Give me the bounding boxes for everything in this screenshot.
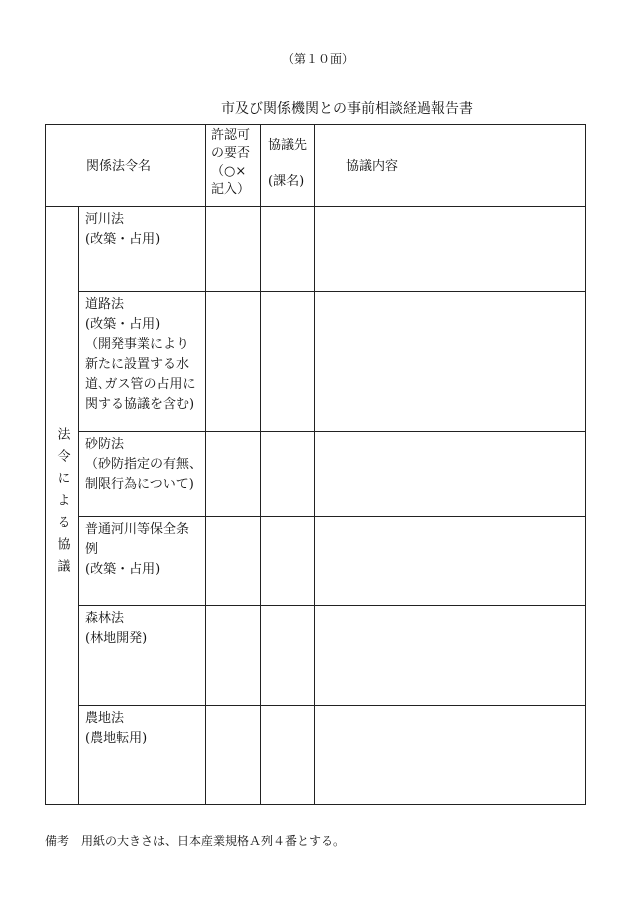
side-label-text: 法令による協議: [54, 426, 70, 581]
law-line: 普通河川等保全条: [85, 522, 190, 537]
consulted-party-cell[interactable]: [261, 207, 315, 292]
law-line: 砂防法: [85, 437, 125, 452]
remarks-note: [45, 832, 345, 849]
law-line: (林地開発): [85, 631, 148, 646]
law-name-cell: [79, 207, 206, 292]
law-line: 農地法: [85, 711, 125, 726]
table-row: [46, 292, 586, 432]
law-line: 関する協議を含む): [85, 397, 195, 412]
consultation-content-header: 協議内容: [315, 125, 586, 207]
permit-header-line: （○×: [211, 164, 247, 179]
consulted-party-cell[interactable]: [261, 606, 315, 706]
law-name-cell: [79, 517, 206, 606]
consultation-content-cell[interactable]: [315, 207, 586, 292]
law-line: (改築・占用): [85, 562, 161, 577]
law-name-cell: [79, 706, 206, 805]
consulted-party-cell[interactable]: [261, 432, 315, 517]
law-line: （開発事業により: [85, 337, 190, 352]
legal-consultation-side-label: [46, 207, 79, 805]
law-name-cell: [79, 292, 206, 432]
consultation-content-cell[interactable]: [315, 706, 586, 805]
law-line: 制限行為について): [85, 477, 194, 492]
permit-required-cell[interactable]: [206, 292, 261, 432]
law-line: 道､ガス管の占用に: [85, 377, 196, 392]
law-line: 新たに設置する水: [85, 357, 190, 372]
table-row: [46, 517, 586, 606]
law-line: 道路法: [85, 297, 125, 312]
permit-header-line: 許認可: [211, 128, 251, 143]
permit-required-cell[interactable]: [206, 606, 261, 706]
permit-required-cell[interactable]: [206, 432, 261, 517]
consultation-report-table: [45, 124, 586, 805]
law-line: (農地転用): [85, 731, 148, 746]
law-line: (改築・占用): [85, 232, 161, 247]
law-line: (改築・占用): [85, 317, 161, 332]
law-line: 例: [85, 542, 99, 557]
law-name-cell: [79, 606, 206, 706]
permit-required-cell[interactable]: [206, 706, 261, 805]
permit-required-header: [206, 125, 261, 207]
permit-required-cell[interactable]: [206, 517, 261, 606]
law-name-header: 関係法令名: [46, 125, 206, 207]
remarks-label: 備考: [45, 834, 70, 848]
consultation-content-cell[interactable]: [315, 517, 586, 606]
table-row: [46, 706, 586, 805]
consulted-party-cell[interactable]: [261, 517, 315, 606]
law-name-cell: [79, 432, 206, 517]
permit-header-line: の要否: [211, 146, 251, 161]
permit-header-line: 記入）: [211, 182, 251, 197]
form-title: 市及び関係機関との事前相談経過報告書: [221, 101, 473, 117]
consultation-content-cell[interactable]: [315, 432, 586, 517]
party-header-line: 協議先: [268, 138, 308, 153]
table-row: [46, 432, 586, 517]
consulted-party-header: [261, 125, 315, 207]
page-number: （第１０面）: [281, 52, 354, 66]
consulted-party-cell[interactable]: [261, 292, 315, 432]
consultation-content-cell[interactable]: [315, 606, 586, 706]
law-line: （砂防指定の有無、: [85, 457, 203, 472]
table-row: [46, 606, 586, 706]
permit-required-cell[interactable]: [206, 207, 261, 292]
law-line: 河川法: [85, 212, 125, 227]
header-row: [46, 125, 586, 207]
party-header-line: [268, 155, 312, 173]
consulted-party-cell[interactable]: [261, 706, 315, 805]
table-row: [46, 207, 586, 292]
party-header-line: (課名): [268, 174, 305, 189]
remarks-text: 用紙の大きさは、日本産業規格Ａ列４番とする。: [81, 834, 346, 848]
consultation-content-cell[interactable]: [315, 292, 586, 432]
law-line: 森林法: [85, 611, 125, 626]
